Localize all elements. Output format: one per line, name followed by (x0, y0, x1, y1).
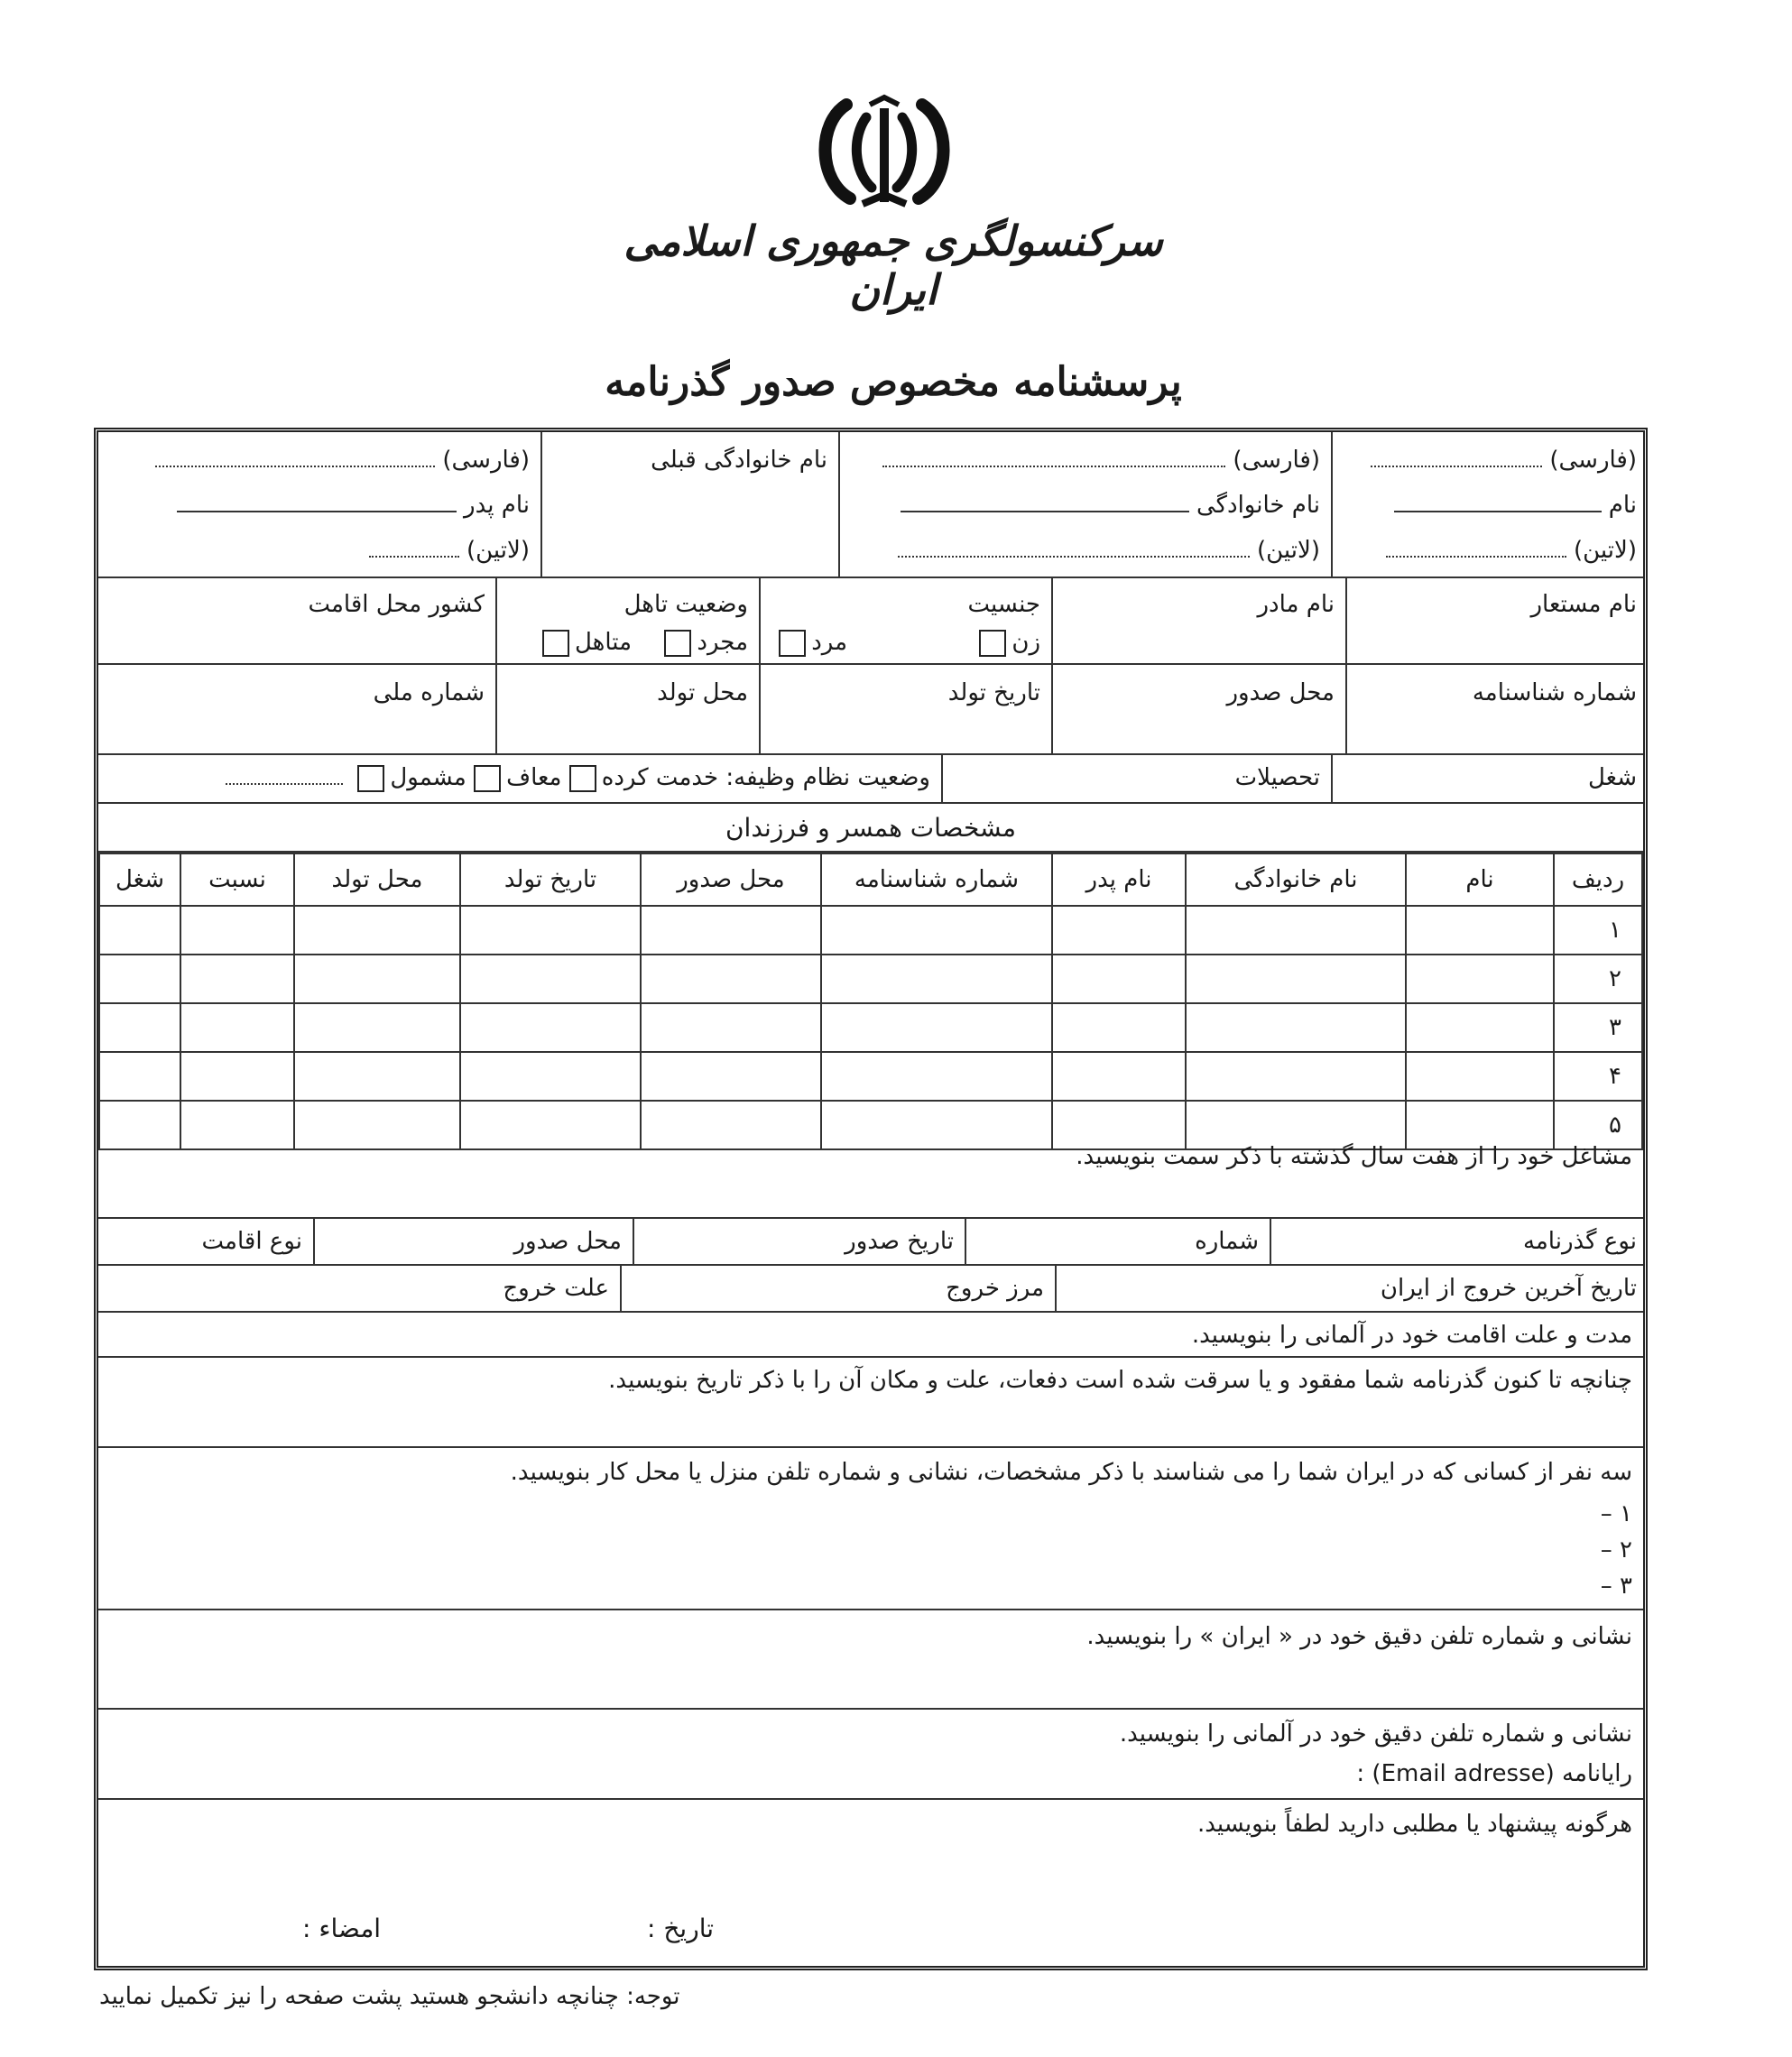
single-label: مجرد (697, 629, 748, 656)
last-exit-label: تاریخ آخرین خروج از ایران (1380, 1275, 1637, 1302)
birth-date-label: تاریخ تولد (947, 679, 1040, 706)
date-label: تاریخ : (647, 1914, 715, 1943)
father-name-latin-field[interactable] (369, 556, 459, 558)
exit-reason-label: علت خروج (503, 1275, 609, 1302)
passport-number-cell[interactable] (965, 1219, 1270, 1264)
family-name-field[interactable] (901, 511, 1189, 512)
job-cell[interactable] (1331, 755, 1648, 802)
first-name-persian-field[interactable] (1371, 466, 1542, 467)
military-other-field[interactable] (226, 783, 343, 785)
military-status-label: وضعیت نظام وظیفه: (725, 764, 930, 791)
jobs-history-label: مشاغل خود را از هفت سال گذشته با ذکر سمت بنویسید. (1076, 1143, 1632, 1170)
exit-reason-cell[interactable] (98, 1266, 620, 1311)
residence-country-cell[interactable] (98, 578, 495, 663)
header-family-name: نام خانوادگی (1186, 853, 1406, 906)
passport-type-cell[interactable] (1270, 1219, 1648, 1264)
row-number: ۲ (1554, 955, 1642, 1003)
exit-row (98, 1266, 1643, 1313)
male-checkbox[interactable] (779, 630, 806, 657)
married-label: متاهل (574, 629, 633, 656)
passport-issue-place-label: محل صدور (513, 1228, 622, 1255)
lost-passport-row[interactable] (98, 1358, 1643, 1448)
suggestions-label: هرگونه پیشنهاد یا مطلبی دارید لطفاً بنویسید. (1196, 1811, 1632, 1838)
family-name-latin-field[interactable] (898, 556, 1250, 558)
children-table (98, 853, 1643, 1150)
header-row-number: ردیف (1554, 853, 1642, 906)
iran-emblem-icon (812, 94, 956, 211)
children-header-row (99, 853, 1642, 906)
last-exit-cell[interactable] (1055, 1266, 1648, 1311)
passport-number-label: شماره (1195, 1228, 1259, 1255)
family-name-persian-field[interactable] (882, 466, 1225, 467)
email-label: رایانامه (Email adresse) : (1356, 1760, 1632, 1787)
single-checkbox[interactable] (664, 630, 691, 657)
marital-cell (495, 578, 759, 663)
birth-place-cell[interactable] (495, 665, 759, 753)
passport-issue-place-cell[interactable] (313, 1219, 633, 1264)
male-label: مرد (811, 629, 848, 656)
alias-label: نام مستعار (1530, 591, 1637, 618)
mother-name-label: نام مادر (1257, 591, 1335, 618)
father-name-persian-field[interactable] (155, 466, 435, 467)
issue-place-label: محل صدور (1226, 679, 1335, 706)
row-number: ۳ (1554, 1003, 1642, 1052)
row-number: ۴ (1554, 1052, 1642, 1101)
germany-address-label: نشانی و شماره تلفن دقیق خود در آلمانی را بنویسید. (1119, 1720, 1632, 1748)
job-label: شغل (1587, 764, 1637, 791)
reference-item-3[interactable]: ۳ – (1600, 1573, 1632, 1600)
header-id-number: شماره شناسنامه (821, 853, 1052, 906)
gender-cell (759, 578, 1051, 663)
job-row (98, 755, 1643, 804)
table-row (99, 955, 1642, 1003)
national-number-cell[interactable] (98, 665, 495, 753)
header-first-name: نام (1406, 853, 1554, 906)
table-row (99, 1052, 1642, 1101)
first-name-cell (1331, 432, 1648, 577)
mother-name-cell[interactable] (1051, 578, 1345, 663)
first-name-latin-field[interactable] (1386, 556, 1566, 558)
id-row (98, 665, 1643, 755)
issue-place-cell[interactable] (1051, 665, 1345, 753)
father-name-label: نام پدر (464, 492, 530, 519)
children-title: مشخصات همسر و فرزندان (725, 813, 1016, 843)
header-birth-place: محل تولد (294, 853, 460, 906)
references-label: سه نفر از کسانی که در ایران شما را می شناسند با ذکر مشخصات، نشانی و شماره تلفن منزل یا محل کار بنویسید. (510, 1459, 1632, 1486)
first-name-persian-label: (فارسی) (1549, 447, 1637, 474)
signature-label: امضاء : (302, 1914, 382, 1943)
lost-passport-label: چنانچه تا کنون گذرنامه شما مفقود و یا سرقت شده است دفعات، علت و مکان آن را با ذکر تاریخ بنویسید. (608, 1367, 1632, 1394)
header-issue-place: محل صدور (641, 853, 821, 906)
married-checkbox[interactable] (542, 630, 569, 657)
exempt-checkbox[interactable] (474, 765, 501, 792)
previous-family-name-cell[interactable] (540, 432, 838, 577)
id-number-cell[interactable] (1345, 665, 1648, 753)
education-label: تحصیلات (1234, 764, 1320, 791)
previous-family-name-label: نام خانوادگی قبلی (651, 447, 827, 474)
female-checkbox[interactable] (979, 630, 1006, 657)
father-name-persian-label: (فارسی) (442, 447, 530, 474)
father-name-cell (98, 432, 540, 577)
exempt-label: معاف (506, 764, 562, 791)
served-label: خدمت کرده (601, 764, 719, 791)
children-table-area (98, 853, 1643, 1139)
birth-place-label: محل تولد (657, 679, 748, 706)
row-number: ۵ (1554, 1101, 1642, 1149)
residence-country-label: کشور محل اقامت (308, 591, 485, 618)
passport-issue-date-cell[interactable] (633, 1219, 965, 1264)
family-name-label: نام خانوادگی (1196, 492, 1320, 519)
jobs-history-row[interactable] (98, 1132, 1643, 1219)
family-name-persian-label: (فارسی) (1233, 447, 1320, 474)
residence-type-cell[interactable] (98, 1219, 313, 1264)
female-label: زن (1011, 629, 1040, 656)
first-name-label: نام (1608, 492, 1637, 519)
family-name-latin-label: (لاتین) (1257, 537, 1320, 564)
id-number-label: شماره شناسنامه (1472, 679, 1637, 706)
passport-issue-date-label: تاریخ صدور (845, 1228, 954, 1255)
marital-status-label: وضعیت تاهل (624, 591, 748, 618)
germany-address-row[interactable] (98, 1710, 1643, 1800)
suggestions-row[interactable] (98, 1800, 1643, 1966)
education-cell[interactable] (941, 755, 1331, 802)
passport-type-label: نوع گذرنامه (1522, 1228, 1637, 1255)
iran-address-row[interactable] (98, 1610, 1643, 1710)
children-title-row (98, 804, 1643, 853)
exit-border-cell[interactable] (620, 1266, 1055, 1311)
served-checkbox[interactable] (569, 765, 596, 792)
military-cell (98, 755, 941, 802)
first-name-latin-label: (لاتین) (1574, 537, 1637, 564)
father-name-latin-label: (لاتین) (466, 537, 530, 564)
father-name-field[interactable] (177, 511, 457, 512)
residence-type-label: نوع اقامت (201, 1228, 302, 1255)
table-row (99, 1003, 1642, 1052)
passport-form (94, 428, 1648, 1970)
passport-row (98, 1219, 1643, 1266)
residence-duration-row[interactable] (98, 1313, 1643, 1358)
header-job: شغل (99, 853, 180, 906)
exit-border-label: مرز خروج (946, 1275, 1044, 1302)
national-number-label: شماره ملی (373, 679, 485, 706)
iran-address-label: نشانی و شماره تلفن دقیق خود در « ایران » را بنویسید. (1086, 1623, 1632, 1650)
table-row (99, 906, 1642, 955)
gender-label: جنسیت (967, 591, 1040, 618)
reference-item-1[interactable]: ۱ – (1600, 1500, 1632, 1527)
row-number: ۱ (1554, 906, 1642, 955)
consulate-title: سرکنسولگری جمهوری اسلامی ایران (624, 217, 1163, 314)
personal-row (98, 578, 1643, 665)
birth-date-cell[interactable] (759, 665, 1051, 753)
header-birth-date: تاریخ تولد (460, 853, 641, 906)
first-name-field[interactable] (1394, 511, 1602, 512)
eligible-label: مشمول (390, 764, 466, 791)
header-father-name: نام پدر (1052, 853, 1186, 906)
family-name-cell (838, 432, 1331, 577)
names-row (98, 432, 1643, 578)
footnote: توجه: چنانچه دانشجو هستید پشت صفحه را نیز تکمیل نمایید (99, 1983, 680, 2010)
form-title: پرسشنامه مخصوص صدور گذرنامه (605, 359, 1182, 405)
alias-cell[interactable] (1345, 578, 1648, 663)
references-row[interactable] (98, 1448, 1643, 1610)
header-relation: نسبت (180, 853, 294, 906)
residence-duration-label: مدت و علت اقامت خود در آلمانی را بنویسید. (1191, 1322, 1632, 1349)
eligible-checkbox[interactable] (357, 765, 384, 792)
reference-item-2[interactable]: ۲ – (1600, 1536, 1632, 1564)
